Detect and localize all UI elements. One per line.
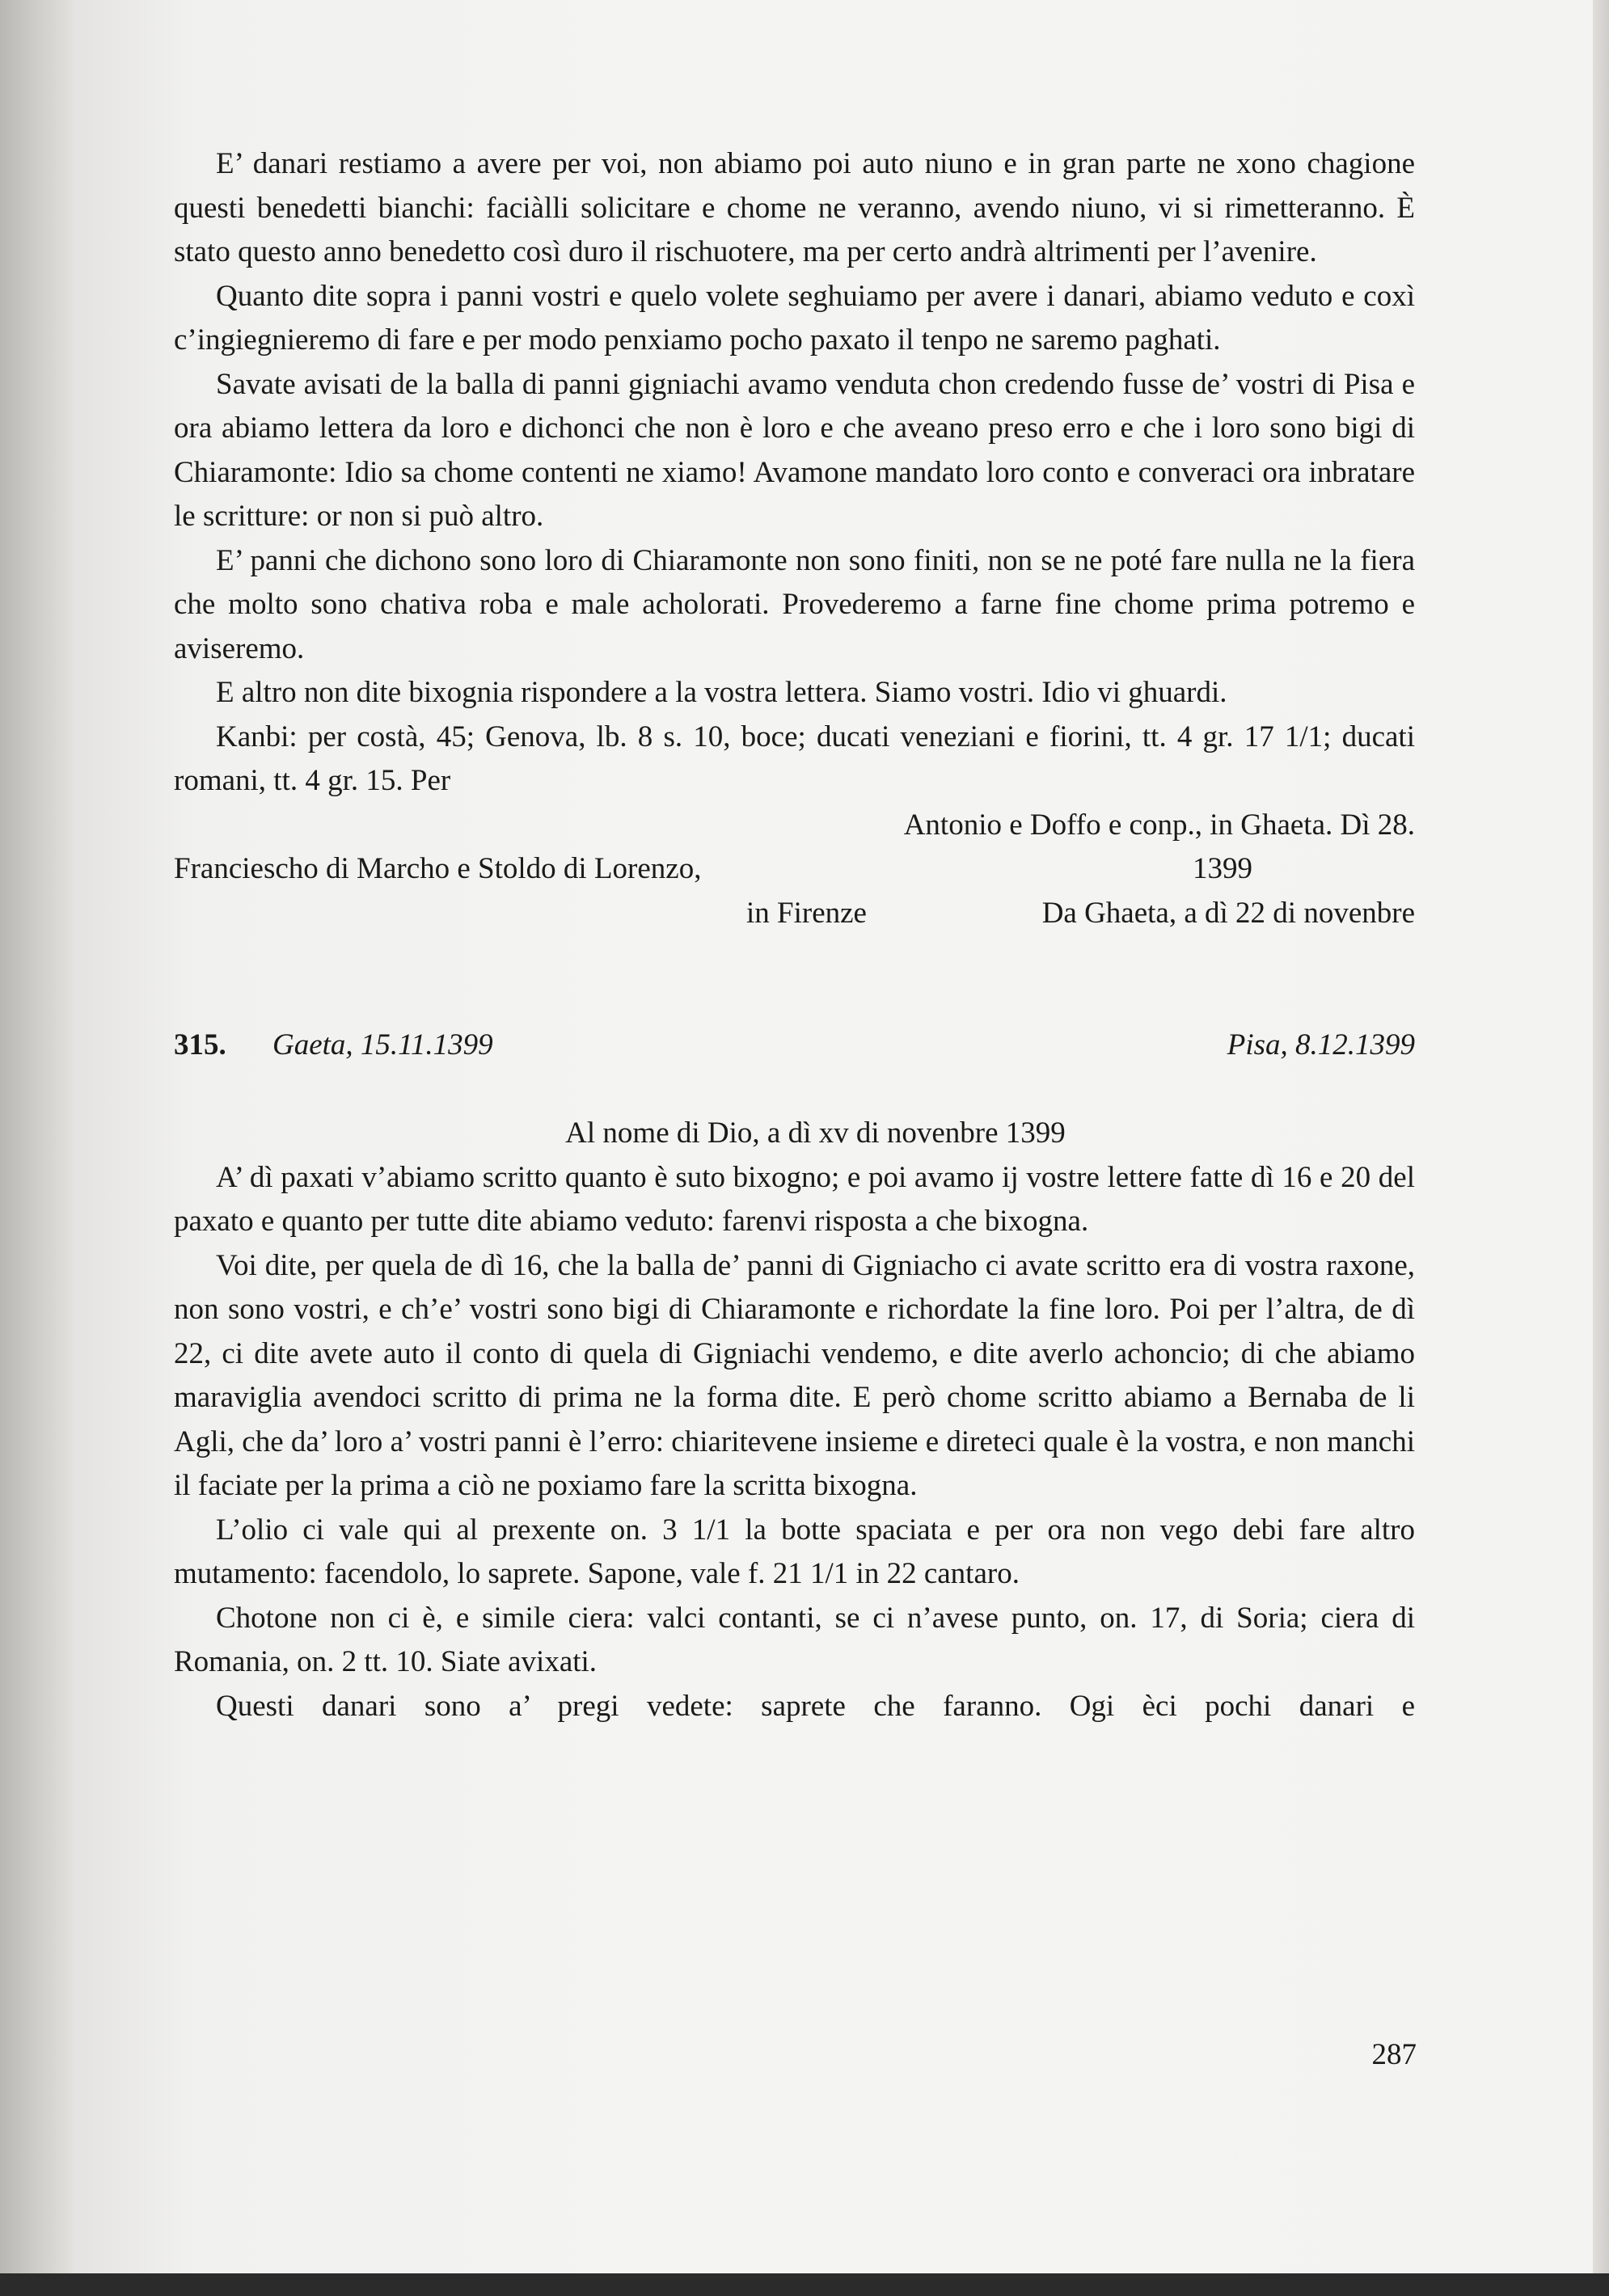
addressee: Franciescho di Marcho e Stoldo di Lorenzo, <box>174 852 702 885</box>
paragraph: E altro non dite bixognia rispondere a la vostra lettera. Siamo vostri. Idio vi ghuardi. <box>216 676 1227 709</box>
paragraph: Kanbi: per costà, 45; Genova, lb. 8 s. 10, boce; ducati veneziani e fiorini, tt. 4 gr. 17 1/1; ducati romani, tt. 4 gr. 15. Per <box>174 720 1415 797</box>
header-gap <box>174 1068 1415 1112</box>
received-place-date: Da Ghaeta, a dì 22 di novenbre <box>1041 896 1415 930</box>
paragraph: Voi dite, per quela de dì 16, che la balla de’ panni di Gigniacho ci avate scritto era di vostra raxone, non sono vostri, e ch’e’ vostri sono bigi di Chiaramonte e richordate la fine loro. Poi per l’altra, de dì 22, ci dite avete auto il conto di quela di Gigniachi vendemo, e dite averlo achoncio; di che abiamo maraviglia avendoci scritto di prima ne la forma dite. E però chome scritto abiamo a Bernaba de li Agli, che da’ loro a’ vostri panni è l’erro: chiaritevene insieme e direteci quale è la vostra, e non manchi il faciate per la prima a ciò ne poxiamo fare la scritta bixogna. <box>174 1248 1415 1502</box>
paragraph: E’ danari restiamo a avere per voi, non abiamo poi auto niuno e in gran parte ne xono chagione questi benedetti bianchi: faciàlli solicitare e chome ne veranno, avendo niuno, vi si rimetteranno. È stato questo anno benedetto così duro il rischuotere, ma per certo andrà altrimenti per l’avenire. <box>174 147 1415 268</box>
address-row-2 <box>174 892 1415 936</box>
page-text <box>174 142 1415 1728</box>
page-number: 287 <box>1371 2038 1417 2071</box>
address-row-1 <box>174 847 1415 892</box>
paragraph: E’ panni che dichono sono loro di Chiaramonte non sono finiti, non se ne poté fare nulla ne la fiera che molto sono chativa roba e male acholorati. Provederemo a farne fine chome prima potremo e aviseremo. <box>174 543 1415 665</box>
paragraph: A’ dì paxati v’abiamo scritto quanto è suto bixogno; e poi avamo ij vostre lettere fatte dì 16 e 20 del paxato e quanto per tutte dite abiamo veduto: farenvi risposta a che bixogna. <box>174 1160 1415 1238</box>
addressee-city: in Firenze <box>746 896 867 930</box>
page-edge <box>1593 0 1609 2273</box>
letter-number: 315. <box>174 1028 226 1061</box>
paragraph: Quanto dite sopra i panni vostri e quelo volete seghuiamo per avere i danari, abiamo veduto e coxì c’ingiegnieremo di fare e per modo penxiamo pocho paxato il tenpo ne saremo paghati. <box>174 279 1415 357</box>
letter-destination: Pisa, 8.12.1399 <box>1227 1028 1415 1061</box>
letter-origin: Gaeta, 15.11.1399 <box>272 1028 493 1061</box>
letter-header <box>174 1023 1415 1068</box>
paragraph: Questi danari sono a’ pregi vedete: saprete che faranno. Ogi èci pochi danari e <box>216 1689 1415 1723</box>
scan-border <box>0 2273 1609 2296</box>
section-gap <box>174 935 1415 1023</box>
invocation: Al nome di Dio, a dì xv di novenbre 1399 <box>565 1116 1066 1150</box>
book-spine <box>0 0 81 2296</box>
received-year: 1399 <box>1193 852 1252 885</box>
paragraph: L’olio ci vale qui al prexente on. 3 1/1 la botte spaciata e per ora non vego debi fare altro mutamento: facendolo, lo saprete. Sapone, vale f. 21 1/1 in 22 cantaro. <box>174 1513 1415 1590</box>
paragraph: Chotone non ci è, e simile ciera: valci contanti, se ci n’avese punto, on. 17, di Soria; ciera di Romania, on. 2 tt. 10. Siate avixati. <box>174 1601 1415 1678</box>
paragraph: Savate avisati de la balla di panni gigniachi avamo venduta chon credendo fusse de’ vostri di Pisa e ora abiamo lettera da loro e dichonci che non è loro e che aveano preso erro e che i loro sono bigi di Chiaramonte: Idio sa chome contenti ne xiamo! Avamone mandato loro conto e converaci ora inbratare le scritture: or non si può altro. <box>174 367 1415 533</box>
signature: Antonio e Doffo e conp., in Ghaeta. Dì 28. <box>903 808 1415 842</box>
